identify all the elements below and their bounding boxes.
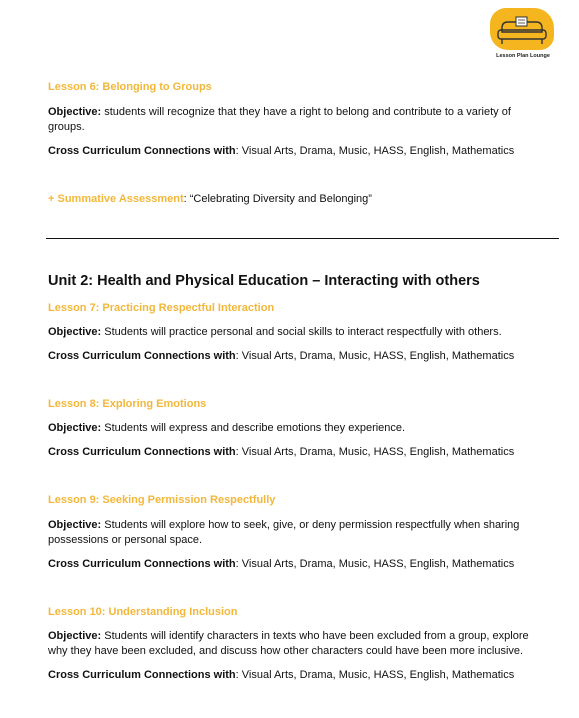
summative-value: : “Celebrating Diversity and Belonging” xyxy=(183,193,372,205)
unit-2-heading: Unit 2: Health and Physical Education – Interacting with others xyxy=(48,273,480,289)
lesson-10-objective-cont: why they have been excluded, and discuss how other characters could have been more inclusive. xyxy=(48,645,524,657)
objective-text: Students will practice personal and social skills to interact respectfully with others. xyxy=(104,326,502,338)
lesson-8-title: Lesson 8: Exploring Emotions xyxy=(48,398,207,410)
ccc-label: Cross Curriculum Connections with xyxy=(48,446,236,458)
objective-label: Objective: xyxy=(48,519,102,531)
lesson-10-ccc xyxy=(48,668,514,682)
objective-label: Objective: xyxy=(48,326,102,338)
ccc-label: Cross Curriculum Connections with xyxy=(48,558,236,570)
logo-text: Lesson Plan Lounge xyxy=(496,53,550,59)
objective-text: Students will explore how to seek, give, or deny permission respectfully when sharing xyxy=(104,519,520,531)
lesson-9-objective-cont: possessions or personal space. xyxy=(48,534,203,546)
ccc-label: Cross Curriculum Connections with xyxy=(48,145,236,157)
summative-assessment xyxy=(48,192,372,206)
ccc-value: : Visual Arts, Drama, Music, HASS, English, Mathematics xyxy=(235,558,515,570)
lesson-10-objective xyxy=(48,629,529,643)
lesson-9-objective xyxy=(48,518,519,532)
lesson-7-ccc xyxy=(48,349,514,363)
objective-label: Objective: xyxy=(48,106,102,118)
ccc-label: Cross Curriculum Connections with xyxy=(48,350,236,362)
lesson-7-objective xyxy=(48,325,502,339)
objective-text: students will recognize that they have a right to belong and contribute to a variety of xyxy=(104,106,511,118)
summative-label: + Summative Assessment xyxy=(48,193,184,205)
lesson-6-title: Lesson 6: Belonging to Groups xyxy=(48,81,212,93)
ccc-value: : Visual Arts, Drama, Music, HASS, English, Mathematics xyxy=(235,350,515,362)
section-divider xyxy=(46,238,559,239)
sofa-icon xyxy=(496,14,548,48)
objective-label: Objective: xyxy=(48,630,102,642)
lesson-7-title: Lesson 7: Practicing Respectful Interaction xyxy=(48,302,275,314)
objective-label: Objective: xyxy=(48,422,102,434)
lesson-8-objective xyxy=(48,421,405,435)
lesson-9-title: Lesson 9: Seeking Permission Respectfully xyxy=(48,494,276,506)
lesson-6-ccc xyxy=(48,144,514,158)
lesson-9-ccc xyxy=(48,557,514,571)
lesson-6-objective xyxy=(48,105,511,119)
lesson-8-ccc xyxy=(48,445,514,459)
lesson-6-objective-cont: groups. xyxy=(48,121,85,133)
lesson-10-title: Lesson 10: Understanding Inclusion xyxy=(48,606,238,618)
objective-text: Students will express and describe emotions they experience. xyxy=(104,422,406,434)
ccc-value: : Visual Arts, Drama, Music, HASS, English, Mathematics xyxy=(235,446,515,458)
lesson-plan-lounge-logo xyxy=(488,8,558,63)
ccc-label: Cross Curriculum Connections with xyxy=(48,669,236,681)
ccc-value: : Visual Arts, Drama, Music, HASS, English, Mathematics xyxy=(235,669,515,681)
ccc-value: : Visual Arts, Drama, Music, HASS, English, Mathematics xyxy=(235,145,515,157)
objective-text: Students will identify characters in texts who have been excluded from a group, explore xyxy=(104,630,529,642)
